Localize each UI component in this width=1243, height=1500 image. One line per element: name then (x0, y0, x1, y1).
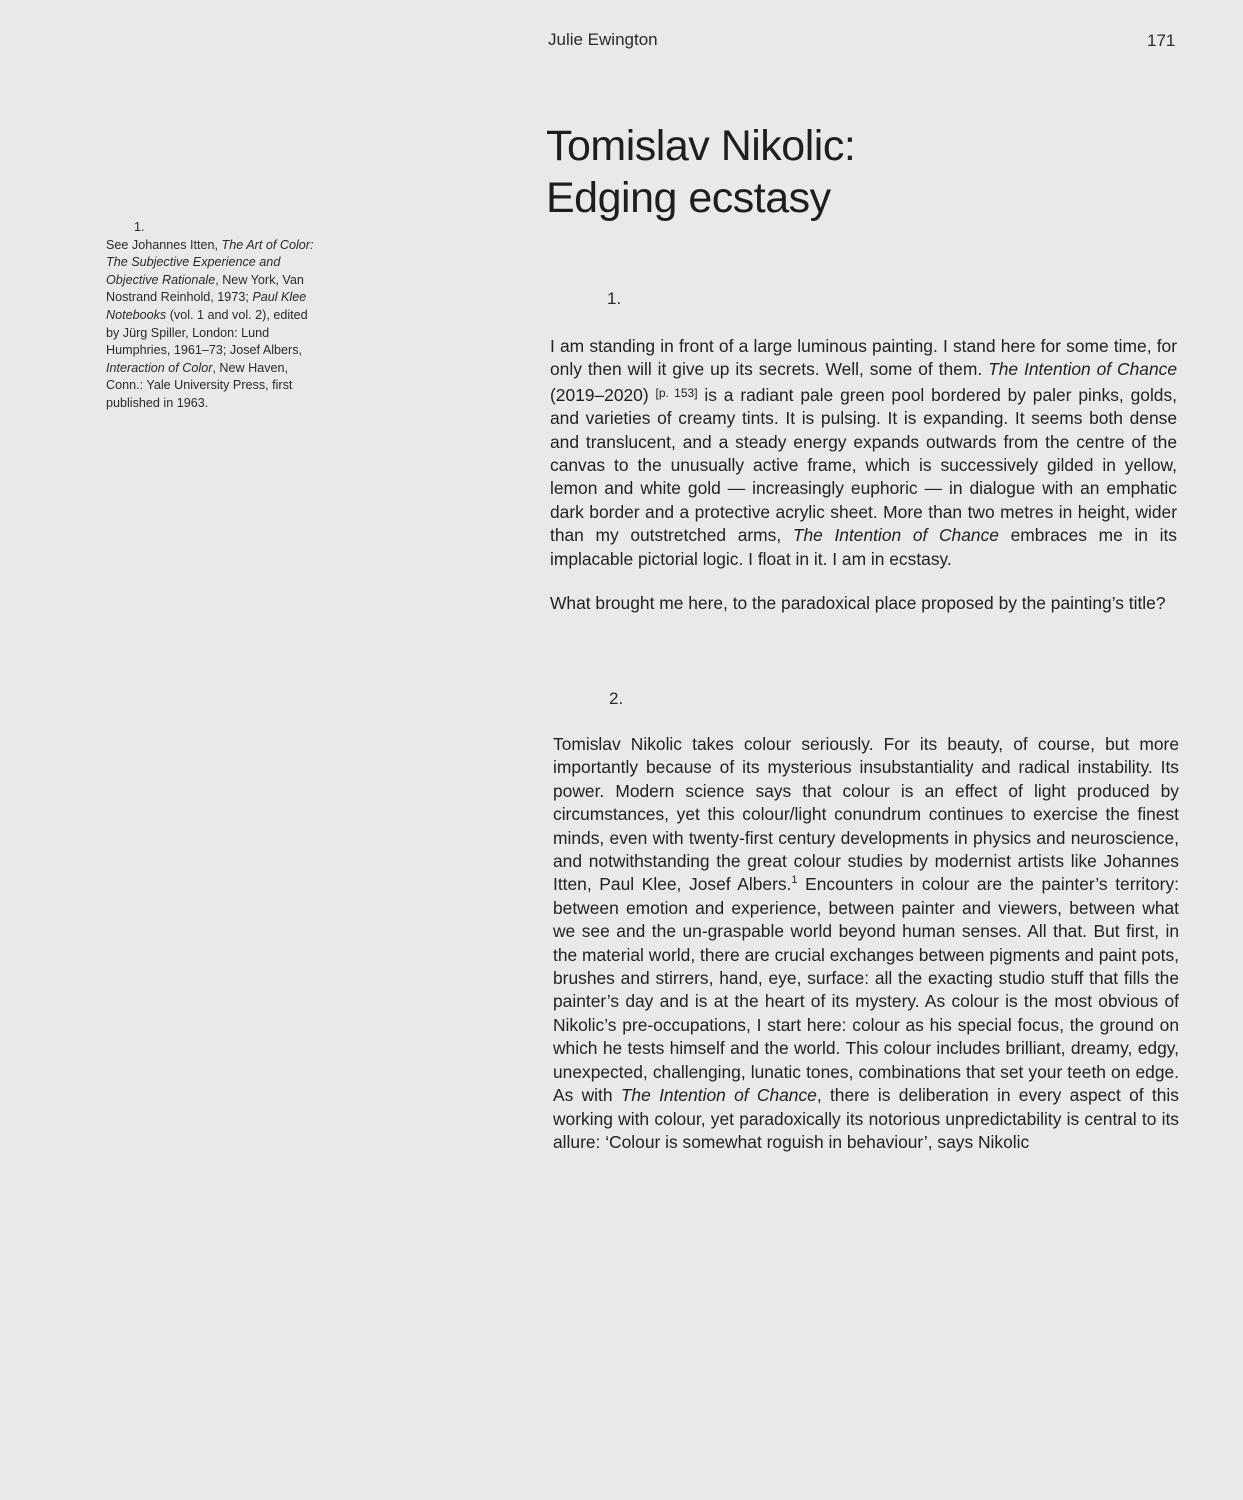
body-text: is a radiant pale green pool bordered by paler pinks, golds, and varieties of creamy tints. It is pulsing. It is expanding. It seems both dense and translucent, and a steady energy expands outwards from the centre of the canvas to the unusually active frame, which is successively gilded in yellow, lemon and white gold — increasingly euphoric — in dialogue with an emphatic dark border and a protective acrylic sheet. More than two metres in height, wider than my outstretched arms, (550, 384, 1178, 546)
footnote-marker: 1 (791, 874, 798, 887)
body-text: Encounters in colour are the painter’s territory: between emotion and experience, between painter and viewers, between what we see and the un-graspable world beyond human senses. All that. But first, in the material world, there are crucial exchanges between pigments and paint pots, brushes and stirrers, hand, eye, surface: all the exacting studio stuff that fills the painter’s day and is at the heart of its mystery. As colour is the most obvious of Nikolic’s pre-occupations, I start here: colour as his special focus, the ground on which he tests himself and the world. This colour includes brilliant, dreamy, edgy, unexpected, challenging, lunatic tones, combinations that set your teeth on edge. As with (553, 874, 1179, 1106)
footnote-1 (106, 219, 321, 413)
footnote-text: , New York, Van Nostrand Reinhold, 1973; (106, 272, 304, 305)
body-text: (2019–2020) (550, 384, 656, 405)
article-title (546, 120, 1146, 224)
footnote-title-klee: Paul Klee Notebooks (106, 290, 307, 322)
section-number-2: 2. (609, 689, 624, 708)
footnote-number: 1. (134, 220, 145, 234)
footnote-title-itten: The Art of Color: The Subjective Experience and Objective Rationale (106, 237, 314, 287)
footnote-text: See Johannes Itten, (106, 237, 222, 252)
section-1-paragraph-2: What brought me here, to the paradoxical place proposed by the painting’s title? (550, 593, 1166, 613)
body-text: Tomislav Nikolic takes colour seriously. For its beauty, of course, but more importantly because of its mysterious insubstantiality and radical instability. Its power. Modern science says that colour is an effect of light produced by circumstances, yet this colour/light conundrum continues to exercise the finest minds, even with twenty-first century developments in physics and neuroscience, and notwithstanding the great colour studies by modernist artists like Johannes Itten, Paul Klee, Josef Albers. (553, 734, 1179, 895)
title-line-1: Tomislav Nikolic: (546, 122, 856, 170)
footnote-text: (vol. 1 and vol. 2), edited by Jürg Spiller, London: Lund Humphries, 1961–73; Josef Albers, (106, 307, 308, 358)
section-1-paragraph-1 (550, 335, 1177, 571)
footnote-title-albers: Interaction of Color (106, 360, 213, 375)
body-text: , there is deliberation in every aspect of this working with colour, yet paradoxically its notorious unpredictability is central to its allure: ‘Colour is somewhat roguish in behaviour’, says Nikolic (553, 1085, 1179, 1152)
artwork-title: The Intention of Chance (620, 1085, 817, 1106)
section-2-paragraph-1 (553, 733, 1179, 1154)
section-number-1: 1. (607, 289, 622, 308)
page-reference: [p. 153] (655, 385, 698, 400)
artwork-title: The Intention of Chance (792, 525, 999, 546)
artwork-title: The Intention of Chance (988, 359, 1178, 380)
body-text: I am standing in front of a large luminous painting. I stand here for some time, for only then will it give up its secrets. Well, some of them. (550, 336, 1177, 380)
page-number: 171 (1147, 31, 1176, 50)
running-header-author: Julie Ewington (548, 30, 658, 49)
footnote-text: , New Haven, Conn.: Yale University Press, first published in 1963. (106, 360, 293, 410)
body-text: embraces me in its implacable pictorial logic. I float in it. I am in ecstasy. (550, 525, 1177, 569)
title-line-2: Edging ecstasy (546, 174, 831, 222)
